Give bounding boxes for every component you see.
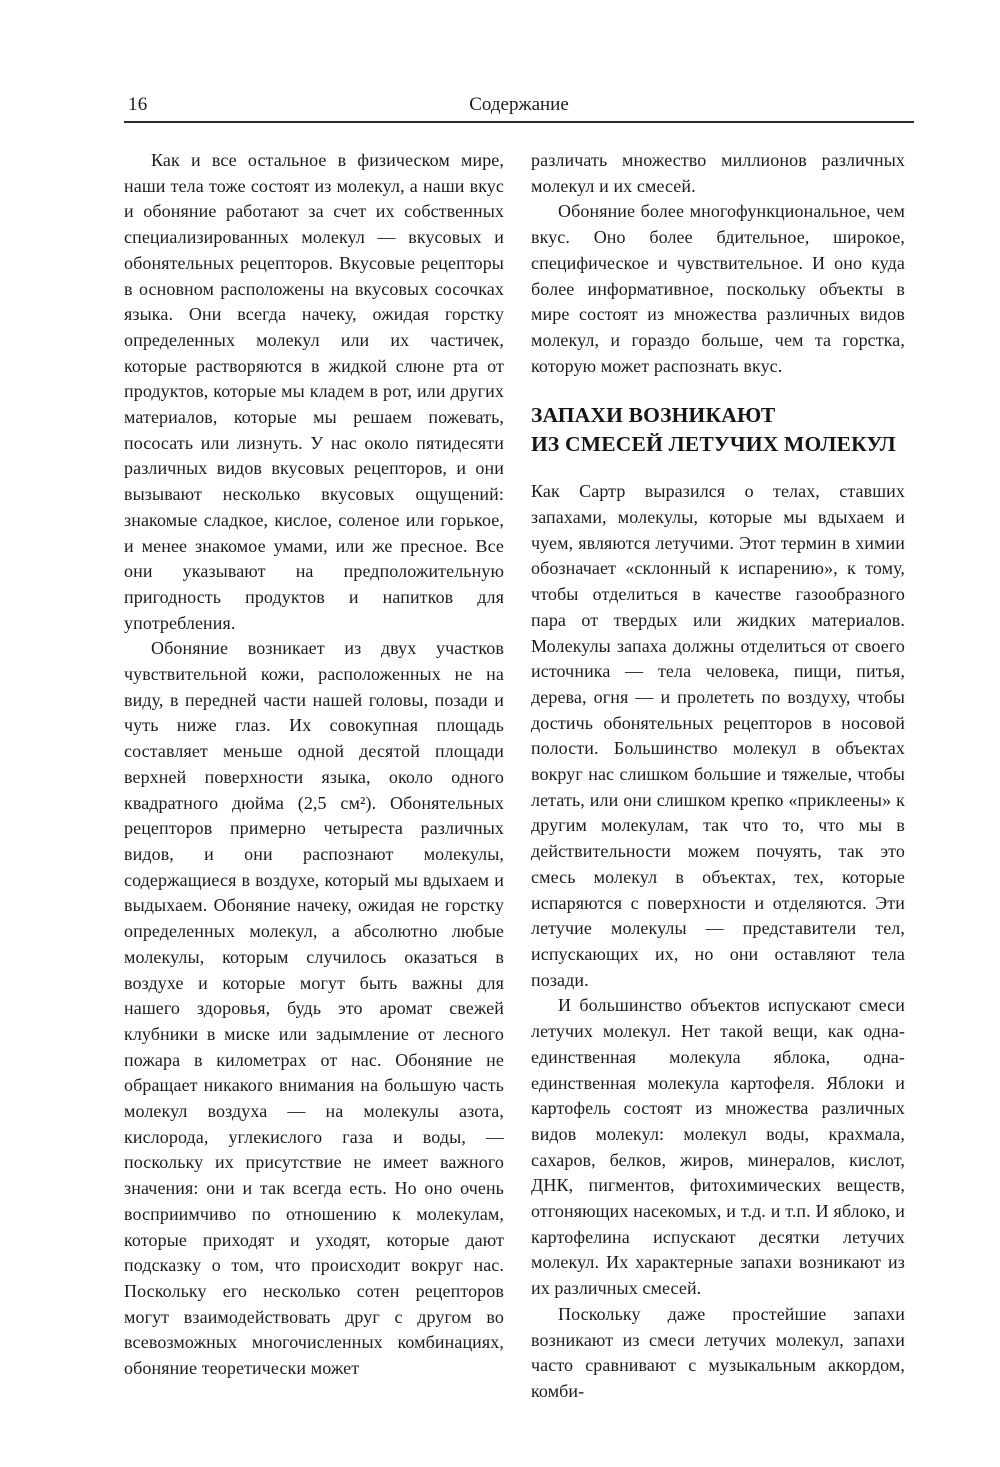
page-number: 16 [128,94,148,115]
paragraph: Как Сартр выразился о телах, ставших запахами, молекулы, которые мы вдыхаем и чуем, являются летучими. Этот термин в химии обозначает «склонный к испарению», к тому, чтобы отделиться в качестве газообразного пара от твердых или жидких материалов. Молекулы запаха должны отделиться от своего источника — тела человека, пищи, питья, дерева, огня — и пролететь по воздуху, чтобы достичь обонятельных рецепторов в носовой полости. Большинство молекул в объектах вокруг нас слишком большие и тяжелые, чтобы летать, или они слишком крепко «приклеены» к другим молекулам, так что то, что мы в действительности можем почуять, так это смесь молекул в объектах, тех, которые испаряются с поверхности и отделяются. Эти летучие молекулы — представители тел, испускающих их, но они оставляют тела позади. [531,481,905,990]
left-text-column [124,148,504,1405]
paragraph: Поскольку даже простейшие запахи возникают из смеси летучих молекул, запахи часто сравнивают с музыкальным аккордом, комби- [531,1303,905,1401]
paragraph: Как и все остальное в физическом мире, наши тела тоже состоят из молекул, а наши вкус и обоняние работают за счет их собственных специализированных молекул — вкусовых и обонятельных рецепторов. Вкусовые рецепторы в основном расположены на вкусовых сосочках языка. Они всегда начеку, ожидая горстку определенных молекул или их частичек, которые растворяются в жидкой слюне рта от продуктов, которые мы кладем в рот, или других материалов, которые мы решаем пожевать, пососать или лизнуть. У нас около пятидесяти различных видов вкусовых рецепторов, и они вызывают несколько вкусовых ощущений: знакомые сладкое, кислое, соленое или горькое, и менее знакомое умами, или же пресное. Все они указывают на предположительную пригодность продуктов и напитков для употребления. [124,150,504,633]
paragraph: Обоняние более многофункциональное, чем вкус. Оно более бдительное, широкое, специфическое и чувствительное. И оно куда более информативное, поскольку объекты в мире состоят из множества различных видов молекул, и гораздо больше, чем та горстка, которую может распознать вкус. [531,201,905,376]
right-text-column [531,148,905,1405]
paragraph: И большинство объектов испускают смеси летучих молекул. Нет такой вещи, как одна-единственная молекула яблока, одна-единственная молекула картофеля. Яблоки и картофель состоят из множества различных видов молекул: молекул воды, крахмала, сахаров, белков, жиров, минералов, кислот, ДНК, пигментов, фитохимических веществ, отгоняющих насекомых, и т.д. и т.п. И яблоко, и картофелина испускают десятки летучих молекул. Их характерные запахи возникают из их различных смесей. [531,995,905,1299]
running-header [124,90,914,123]
section-heading [531,401,905,458]
section-heading-line-2: ИЗ СМЕСЕЙ ЛЕТУЧИХ МОЛЕКУЛ [531,431,896,456]
paragraph-continuation: различать множество миллионов различных молекул и их смесей. [531,150,905,196]
paragraph: Обоняние возникает из двух участков чувствительной кожи, расположенных не на виду, в передней части нашей головы, позади и чуть ниже глаз. Их совокупная площадь составляет меньше одной десятой площади верхней поверхности языка, около одного квадратного дюйма (2,5 см²). Обонятельных рецепторов примерно четыреста различных видов, и они распознают молекулы, содержащиеся в воздухе, который мы вдыхаем и выдыхаем. Обоняние начеку, ожидая не горстку определенных молекул, а абсолютно любые молекулы, которым случилось оказаться в воздухе и которые могут быть важны для нашего здоровья, будь это аромат свежей клубники в миске или задымление от лесного пожара в километрах от нас. Обоняние не обращает никакого внимания на большую часть молекул воздуха — на молекулы азота, кислорода, углекислого газа и воды, — поскольку их присутствие не имеет важного значения: они и так всегда есть. Но оно очень восприимчиво по отношению к молекулам, которые приходят и уходят, которые дают подсказку о том, что происходит вокруг нас. Поскольку его несколько сотен рецепторов могут взаимодействовать друг с другом во всевозможных многочисленных комбинациях, обоняние теоретически может [124,638,504,1379]
running-head-title: Содержание [469,94,569,115]
section-heading-line-1: ЗАПАХИ ВОЗНИКАЮТ [531,403,776,428]
two-column-text-block [124,148,914,1405]
